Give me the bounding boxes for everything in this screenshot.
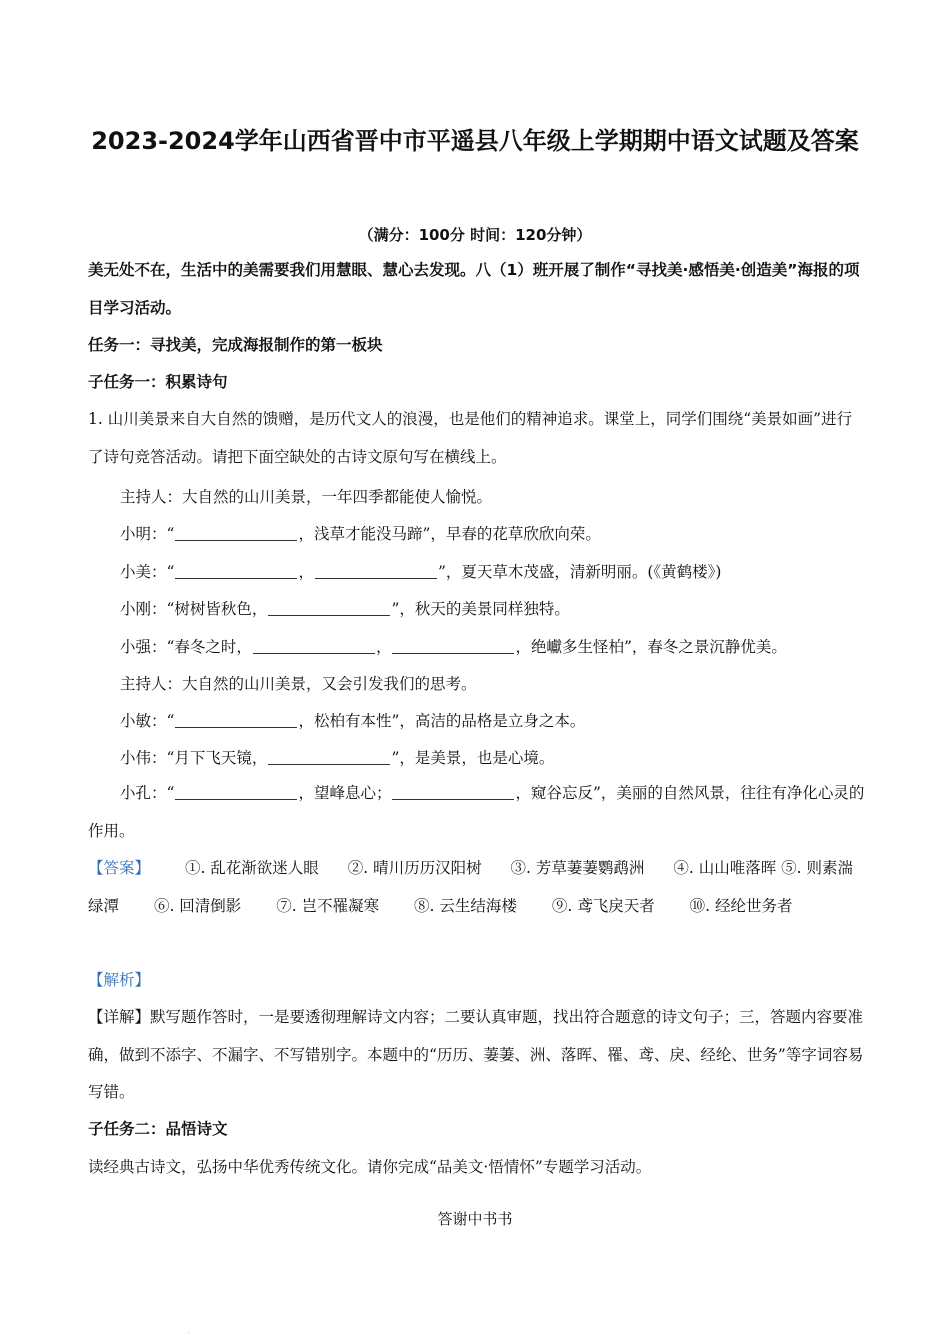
answer-blank[interactable] (315, 577, 437, 579)
dialog-text: 小孔：“ (120, 784, 175, 802)
dialog-text: 小伟：“月下飞天镜， (120, 749, 268, 767)
answer-blank[interactable] (175, 539, 297, 541)
analysis-label: 【解析】 (88, 971, 151, 989)
answer-item: ①. 乱花渐欲迷人眼 (184, 859, 319, 877)
answer-blank[interactable] (253, 652, 375, 654)
dialog-text: ， (375, 638, 392, 656)
page-mark: · (188, 1330, 190, 1337)
task-heading: 任务一：寻找美，完成海报制作的第一板块 (88, 336, 383, 354)
answer-blank[interactable] (392, 798, 514, 800)
subtask-heading: 子任务一：积累诗句 (88, 373, 228, 391)
answer-item: ⑤. 则素湍绿潭 (88, 859, 853, 915)
dialog-text: ”，是美景，也是心境。 (391, 749, 555, 767)
task2-intro: 读经典古诗文，弘扬中华优秀传统文化。请你完成“品美文·悟情怀”专题学习活动。 (88, 1158, 652, 1176)
dialog-text: ，窥谷忘反”，美丽的自然风景，往往有净化心灵的作用。 (88, 784, 865, 840)
dialog-text: ”，秋天的美景同样独特。 (391, 600, 570, 618)
dialog-line (120, 709, 585, 731)
page-footer: 答谢中书书 (437, 1210, 513, 1228)
answer-section (88, 850, 866, 925)
dialog-text: ”，夏天草木茂盛，清新明丽。(《黄鹤楼》) (437, 563, 722, 581)
dialog-text: ，松柏有本性”，高洁的品格是立身之本。 (298, 712, 586, 730)
answer-label: 【答案】 (88, 859, 151, 877)
dialog-text: ，浅草才能没马蹄”，早春的花草欣欣向荣。 (298, 525, 601, 543)
answer-blank[interactable] (175, 577, 297, 579)
dialog-line (88, 775, 866, 850)
answer-item: ⑨. 鸢飞戾天者 (551, 896, 655, 915)
answer-blank[interactable] (268, 614, 390, 616)
detail-paragraph: 【详解】默写题作答时，一是要透彻理解诗文内容；二要认真审题，找出符合题意的诗文句子；三，答题内容要准确，做到不添字、不漏字、不写错别字。本题中的“历历、萋萋、洲、落晖、罹、鸢、戾、经纶、世务”等字词容易写错。 (88, 1008, 864, 1101)
subtask-heading: 子任务二：品悟诗文 (88, 1120, 228, 1138)
dialog-text: 小敏：“ (120, 712, 175, 730)
dialog-text: 小刚：“树树皆秋色， (120, 600, 268, 618)
answer-item: ④. 山山唯落晖 (673, 859, 777, 877)
intro-paragraph: 美无处不在，生活中的美需要我们用慧眼、慧心去发现。八（1）班开展了制作“寻找美·感悟美·创造美”海报的项目学习活动。 (88, 261, 860, 317)
answer-item: ②. 晴川历历汉阳树 (347, 859, 482, 877)
document-title: 2023-2024学年山西省晋中市平遥县八年级上学期期中语文试题及答案 (91, 127, 859, 155)
answer-item: ⑥. 回清倒影 (153, 896, 242, 915)
question-1: 1. 山川美景来自大自然的馈赠，是历代文人的浪漫，也是他们的精神追求。课堂上，同学们围绕“美景如画”进行了诗句竞答活动。请把下面空缺处的古诗文原句写在横线上。 (88, 410, 853, 466)
answer-item: ⑩. 经纶世务者 (689, 896, 793, 915)
dialog-text: 小明：“ (120, 525, 175, 543)
dialog-text: ，望峰息心； (298, 784, 392, 802)
dialog-text: ， (298, 563, 314, 581)
answer-item: ③. 芳草萋萋鹦鹉洲 (510, 859, 645, 877)
answer-blank[interactable] (175, 798, 297, 800)
answer-blank[interactable] (175, 726, 297, 728)
dialog-line (120, 560, 721, 582)
dialog-text: 小美：“ (120, 563, 175, 581)
answer-blank[interactable] (392, 652, 514, 654)
dialog-line (120, 597, 570, 619)
dialog-line (120, 522, 601, 544)
dialog-line (120, 746, 554, 768)
dialog-line: 主持人：大自然的山川美景，一年四季都能使人愉悦。 (120, 488, 493, 506)
answer-item: ⑦. 岂不罹凝寒 (276, 896, 380, 915)
dialog-line (120, 635, 787, 657)
dialog-text: 小强：“春冬之时， (120, 638, 252, 656)
dialog-line: 主持人：大自然的山川美景，又会引发我们的思考。 (120, 675, 477, 693)
answer-blank[interactable] (268, 763, 390, 765)
dialog-text: ，绝巘多生怪柏”，春冬之景沉静优美。 (515, 638, 787, 656)
answer-item: ⑧. 云生结海楼 (414, 896, 517, 915)
exam-info: （满分：100分 时间：120分钟） (358, 226, 592, 244)
